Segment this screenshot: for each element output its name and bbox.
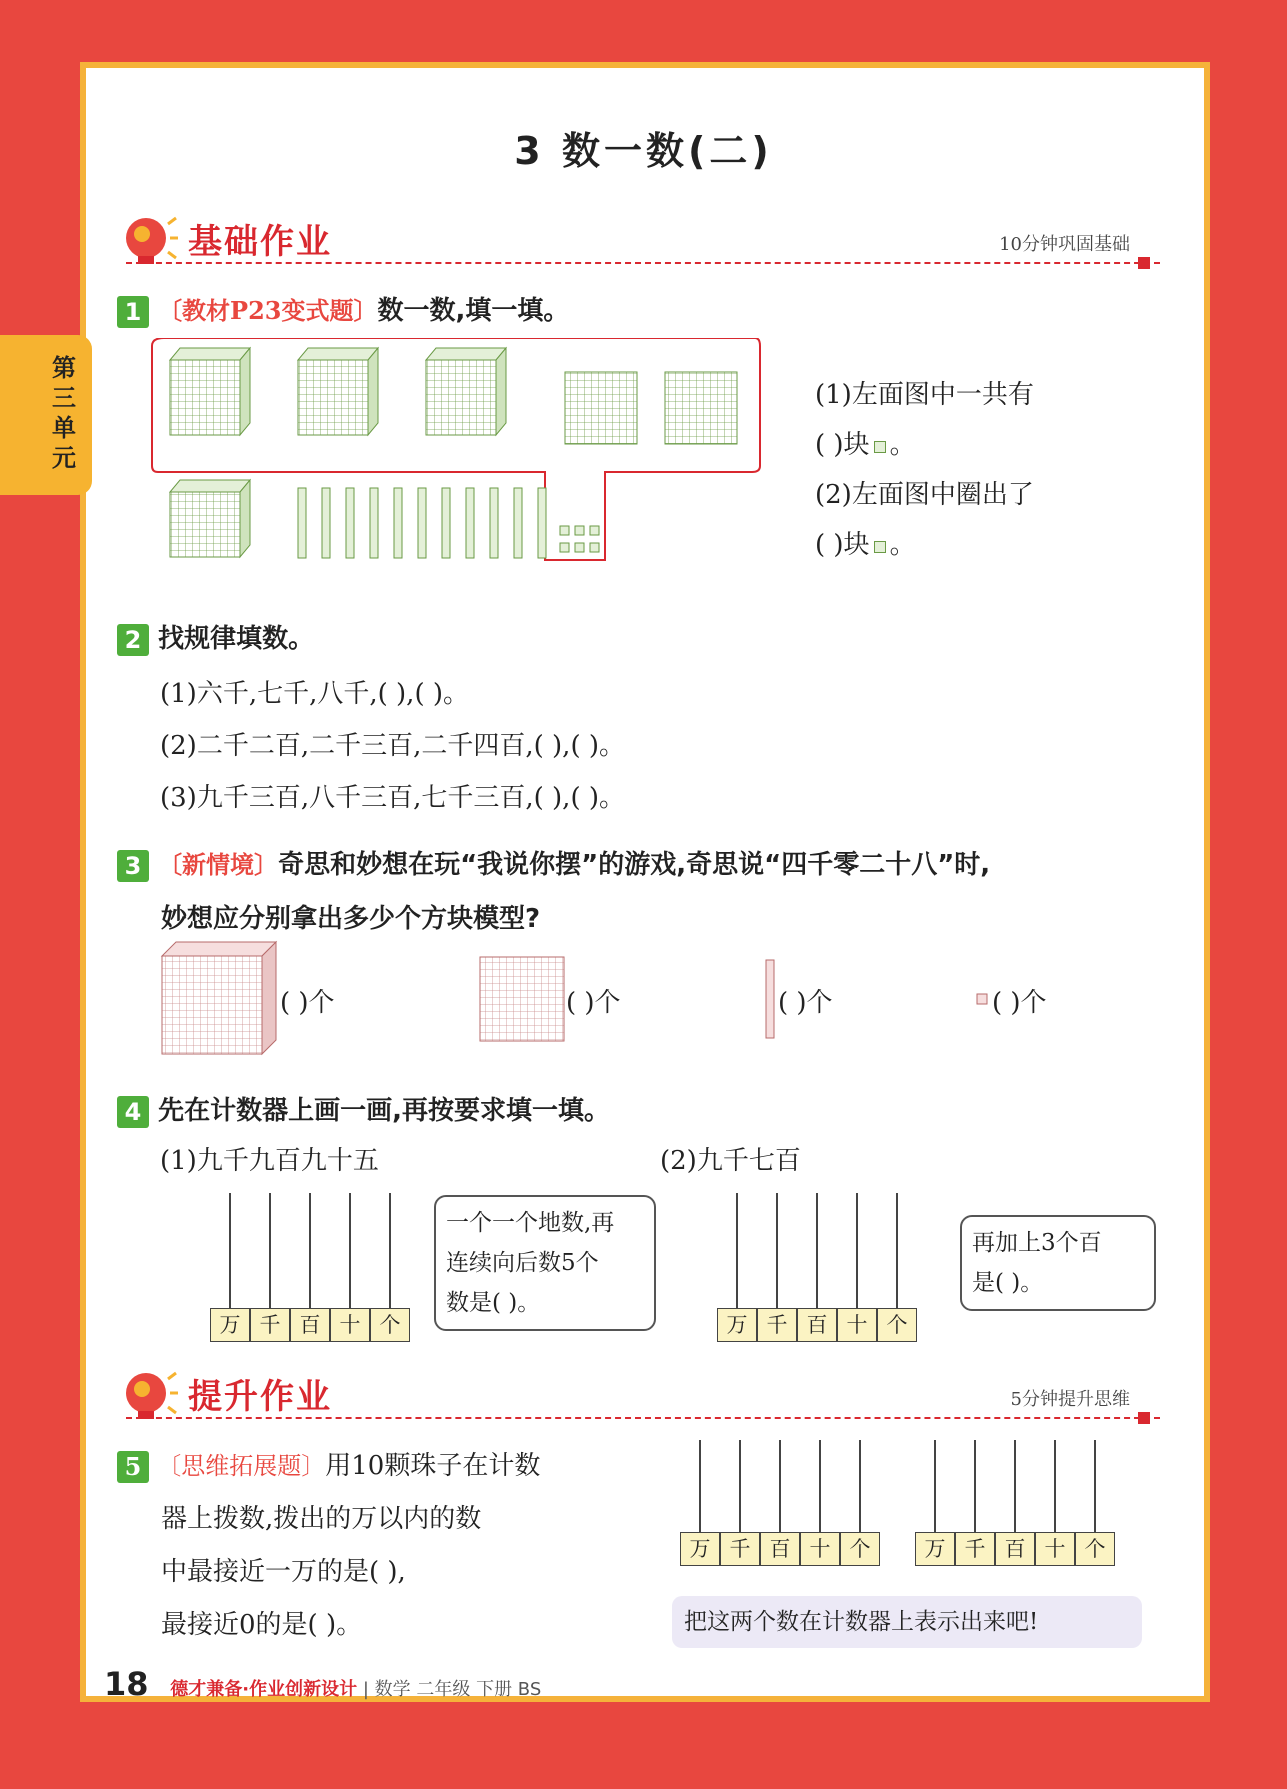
q4-speech-bubble-1 <box>434 1195 656 1331</box>
bubble1-line: 连续向后数5个 <box>446 1250 599 1276</box>
counter-label: 个 <box>840 1532 880 1566</box>
q5-text-block <box>117 1440 637 1652</box>
counter-label: 百 <box>995 1532 1035 1566</box>
q5-line: 用10颗珠子在计数 <box>325 1451 541 1481</box>
counter-label: 千 <box>757 1308 797 1342</box>
q1-tag: 〔教材P23变式题〕 <box>158 296 378 325</box>
q2-item-3[interactable]: (3)九千三百,八千三百,七千三百,( ),( )。 <box>160 783 625 813</box>
counter-label: 万 <box>915 1532 955 1566</box>
q3-line1: 奇思和妙想在玩“我说你摆”的游戏,奇思说“四千零二十八”时, <box>278 850 991 880</box>
advanced-section-header <box>120 1365 1160 1435</box>
counter-label: 个 <box>1075 1532 1115 1566</box>
q1-sub1-blank[interactable]: ( )块 <box>815 430 870 460</box>
section-divider <box>126 262 1160 264</box>
counter-label: 百 <box>760 1532 800 1566</box>
page-title: 3 数一数(二) <box>514 129 773 173</box>
basic-section-note: 10分钟巩固基础 <box>999 234 1130 255</box>
q5-number: 5 <box>117 1451 149 1483</box>
q3-heading <box>117 838 1177 946</box>
thousand-cube <box>170 480 250 557</box>
q1-blocks-figure <box>150 338 765 570</box>
counter-label: 万 <box>717 1308 757 1342</box>
counter-label: 千 <box>250 1308 290 1342</box>
q4-text: 先在计数器上画一画,再按要求填一填。 <box>158 1096 610 1126</box>
hundred-flat-model <box>478 955 566 1043</box>
divider-end-mark <box>1138 257 1150 269</box>
thousand-cube-model <box>158 940 278 1060</box>
counter-label: 万 <box>680 1532 720 1566</box>
unit-cube-model <box>975 992 989 1006</box>
small-cube-icon <box>874 541 886 553</box>
q3-blank-tens[interactable]: ( )个 <box>778 988 833 1018</box>
hundred-flat <box>665 372 737 444</box>
counter-label: 个 <box>370 1308 410 1342</box>
counter-label: 千 <box>720 1532 760 1566</box>
q5-line-answer-1[interactable]: 中最接近一万的是( ), <box>161 1557 406 1587</box>
page-footer <box>104 1665 541 1703</box>
ten-rod-model <box>764 958 776 1040</box>
counter-label: 个 <box>877 1308 917 1342</box>
q4-sub1: (1)九千九百九十五 <box>160 1146 379 1176</box>
book-info: 数学 二年级 下册 BS <box>374 1679 542 1700</box>
q1-sub2-text: (2)左面图中圈出了 <box>815 480 1034 510</box>
q4-number: 4 <box>117 1096 149 1128</box>
series-name: 德才兼备·作业创新设计 <box>170 1679 358 1700</box>
bubble2-line: 再加上3个百 <box>972 1230 1102 1256</box>
bubble1-line: 一个一个地数,再 <box>446 1210 615 1236</box>
counter-label: 十 <box>330 1308 370 1342</box>
q4-sub2: (2)九千七百 <box>660 1146 801 1176</box>
section-divider <box>126 1417 1160 1419</box>
q2-items <box>160 668 625 824</box>
counter-label: 百 <box>290 1308 330 1342</box>
hundred-flat <box>565 372 637 444</box>
q5-tag: 〔思维拓展题〕 <box>157 1452 326 1480</box>
page-number: 18 <box>104 1665 149 1703</box>
footer-divider: | <box>362 1679 375 1700</box>
counter-label: 万 <box>210 1308 250 1342</box>
q5-line-answer-2[interactable]: 最接近0的是( )。 <box>161 1610 363 1640</box>
unit-side-tab <box>0 335 92 495</box>
q1-text: 数一数,填一填。 <box>377 296 570 326</box>
bubble1-answer[interactable]: 数是( )。 <box>446 1290 541 1316</box>
q1-number: 1 <box>117 296 149 328</box>
basic-section-title: 基础作业 <box>188 222 332 262</box>
counter-label: 十 <box>800 1532 840 1566</box>
q2-text: 找规律填数。 <box>158 624 315 654</box>
thousand-cube <box>170 348 250 435</box>
q1-answers <box>815 370 1034 570</box>
basic-section-header <box>120 210 1160 280</box>
counter-label: 十 <box>837 1308 877 1342</box>
counter-label: 十 <box>1035 1532 1075 1566</box>
q5-line: 器上拨数,拨出的万以内的数 <box>161 1504 482 1534</box>
unit-tab-label: 第三单元 <box>52 354 76 472</box>
q3-blank-hundreds[interactable]: ( )个 <box>566 988 621 1018</box>
unit-cubes <box>560 526 599 552</box>
q2-item-1[interactable]: (1)六千,七千,八千,( ),( )。 <box>160 679 469 709</box>
advanced-section-title: 提升作业 <box>188 1377 332 1417</box>
q3-tag: 〔新情境〕 <box>158 850 279 879</box>
q1-end-1: 。 <box>889 430 916 460</box>
bubble2-answer[interactable]: 是( )。 <box>972 1270 1044 1296</box>
thousand-cube <box>426 348 506 435</box>
q1-sub1-text: (1)左面图中一共有 <box>815 380 1034 410</box>
q3-line2: 妙想应分别拿出多少个方块模型? <box>161 904 541 934</box>
q3-blank-thousands[interactable]: ( )个 <box>280 988 335 1018</box>
thousand-cube <box>298 348 378 435</box>
q3-blank-ones[interactable]: ( )个 <box>992 988 1047 1018</box>
q4-heading <box>117 1090 610 1128</box>
q5-hint-box: 把这两个数在计数器上表示出来吧! <box>672 1596 1142 1648</box>
q2-heading <box>117 618 314 656</box>
q2-number: 2 <box>117 624 149 656</box>
q1-end-2: 。 <box>889 530 916 560</box>
advanced-section-note: 5分钟提升思维 <box>1010 1389 1130 1410</box>
ten-rods <box>298 488 546 558</box>
q4-speech-bubble-2 <box>960 1215 1156 1311</box>
q1-sub2-blank[interactable]: ( )块 <box>815 530 870 560</box>
q3-number: 3 <box>117 850 149 882</box>
q2-item-2[interactable]: (2)二千二百,二千三百,二千四百,( ),( )。 <box>160 731 625 761</box>
counter-label: 千 <box>955 1532 995 1566</box>
divider-end-mark <box>1138 1412 1150 1424</box>
small-cube-icon <box>874 441 886 453</box>
counter-label: 百 <box>797 1308 837 1342</box>
q1-heading <box>117 290 569 328</box>
